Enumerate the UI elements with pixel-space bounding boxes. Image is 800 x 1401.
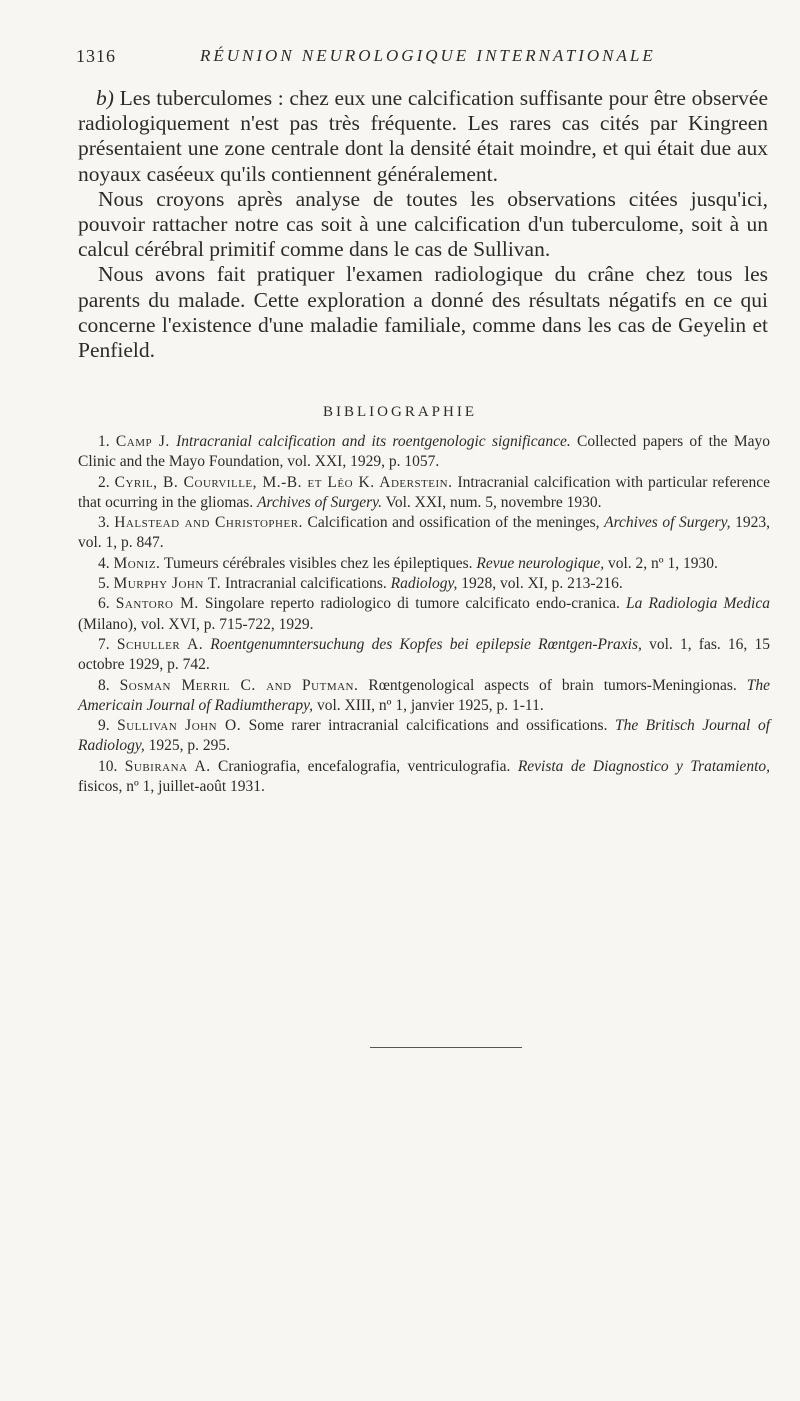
entry-title: Intracranial calcifications. xyxy=(221,575,391,593)
entry-details: Vol. XXI, num. 5, novembre 1930. xyxy=(382,493,602,511)
entry-details: vol. 1, fas. 16, 15 octobre 1929, p. 742. xyxy=(78,635,771,674)
bibliography-list xyxy=(78,432,770,797)
paragraph-conclusion: Nous croyons après analyse de toutes les observations citées jusqu'ici, pouvoir rattacher notre cas soit à une calcification d'un tuberculome, soit à un calcul cérébral primitif comme dans le cas de Sullivan. xyxy=(78,186,768,262)
entry-title: Rœntgenological aspects of brain tumors-Meningionas. xyxy=(358,676,747,694)
entry-author: Moniz. xyxy=(113,554,161,572)
entry-author: Schuller A. xyxy=(116,635,204,653)
entry-number: 2. xyxy=(98,473,110,491)
entry-journal: Radiology, xyxy=(390,575,458,593)
entry-author: Santoro M. xyxy=(115,595,199,613)
paragraph-family-exam: Nous avons fait pratiquer l'examen radiologique du crâne chez tous les parents du malade. Cette exploration a donné des résultats négatifs en ce qui concerne l'existence d'une maladie familiale, comme dans les cas de Geyelin et Penfield. xyxy=(78,262,768,363)
entry-author: Subirana A. xyxy=(124,757,211,775)
entry-number: 1. xyxy=(98,433,110,450)
entry-title: Tumeurs cérébrales visibles chez les épileptiques. xyxy=(160,554,477,572)
entry-details: vol. XIII, nº 1, janvier 1925, p. 1-11. xyxy=(313,696,544,714)
entry-title: Intracranial calcification and its roentgenologic significance. xyxy=(176,433,571,450)
entry-number: 3. xyxy=(98,514,110,532)
page-number: 1316 xyxy=(76,46,116,66)
entry-title: Calcification and ossification of the meninges, xyxy=(302,514,605,532)
entry-journal: Archives of Surgery. xyxy=(257,493,383,511)
entry-title: Some rarer intracranial calcifications and ossifications. xyxy=(241,717,615,735)
entry-details: fisicos, nº 1, juillet-août 1931. xyxy=(78,778,265,796)
bibliography-entry xyxy=(78,635,770,676)
bibliography-entry xyxy=(78,676,770,717)
entry-journal: Roentgenumntersuchung des Kopfes bei epilepsie Rœntgen-Praxis, xyxy=(210,635,642,653)
body-text xyxy=(78,86,768,363)
entry-number: 9. xyxy=(98,717,110,735)
entry-number: 8. xyxy=(98,676,110,694)
bibliography-entry xyxy=(78,432,770,473)
entry-title: Intracranial calcification with particular reference that ocurring in the gliomas. xyxy=(78,473,770,511)
bibliography-entry xyxy=(78,513,770,554)
entry-author: Halstead and Christopher. xyxy=(114,514,303,532)
bibliography-entry xyxy=(78,716,770,757)
entry-journal: Revista de Diagnostico y Tratamiento, xyxy=(517,757,770,775)
entry-title: Singolare reperto radiologico di tumore calcificato endo-cranica. xyxy=(198,595,627,613)
bibliography-heading: BIBLIOGRAPHIE xyxy=(323,404,477,420)
paragraph-text: Les tuberculomes : chez eux une calcification suffisante pour être observée radiologiquement n'est pas très fréquente. Les rares cas cités par Kingreen présentaient une zone centrale dont la densité était moindre, et qui était due aux noyaux caséeux qu'ils contiennent généralement. xyxy=(78,86,769,186)
entry-details: 1925, p. 295. xyxy=(144,737,230,755)
page-header xyxy=(70,46,770,76)
entry-journal: The Americain Journal of Radiumtherapy, xyxy=(78,676,771,714)
entry-details: Collected papers of the Mayo Clinic and the Mayo Foundation, vol. XXI, 1929, p. 1057. xyxy=(78,433,771,471)
entry-title: Craniografia, encefalografia, ventriculografia. xyxy=(210,757,518,775)
paragraph-marker: b) xyxy=(96,86,114,110)
entry-journal: Archives of Surgery, xyxy=(604,514,731,532)
entry-author: Sosman Merril C. and Putman. xyxy=(119,676,359,694)
entry-author: Cyril, B. Courville, M.-B. et Léo K. Aderstein. xyxy=(114,473,453,491)
running-title: RÉUNION NEUROLOGIQUE INTERNATIONALE xyxy=(200,46,656,65)
entry-journal: Revue neurologique, xyxy=(476,554,605,572)
bibliography-entry xyxy=(78,473,770,514)
entry-journal: La Radiologia Medica xyxy=(626,595,770,613)
end-rule xyxy=(370,1047,522,1048)
entry-number: 6. xyxy=(98,595,110,613)
entry-details: (Milano), vol. XVI, p. 715-722, 1929. xyxy=(78,615,314,633)
bibliography-entry xyxy=(78,554,770,574)
entry-number: 4. xyxy=(98,554,110,572)
entry-journal: The Britisch Journal of Radiology, xyxy=(78,717,771,755)
entry-details: vol. 2, nº 1, 1930. xyxy=(604,554,718,572)
entry-number: 7. xyxy=(98,635,110,653)
entry-author: Murphy John T. xyxy=(113,575,222,593)
entry-author: Sullivan John O. xyxy=(117,717,242,735)
entry-details: 1928, vol. XI, p. 213-216. xyxy=(457,575,623,593)
bibliography-entry xyxy=(78,594,770,635)
paragraph-tuberculomes xyxy=(78,86,768,187)
entry-number: 10. xyxy=(98,757,118,775)
entry-details: 1923, vol. 1, p. 847. xyxy=(78,514,771,552)
bibliography-entry xyxy=(78,757,770,798)
entry-author: Camp J. xyxy=(115,433,170,450)
bibliography-entry xyxy=(78,574,770,594)
entry-number: 5. xyxy=(98,575,110,593)
